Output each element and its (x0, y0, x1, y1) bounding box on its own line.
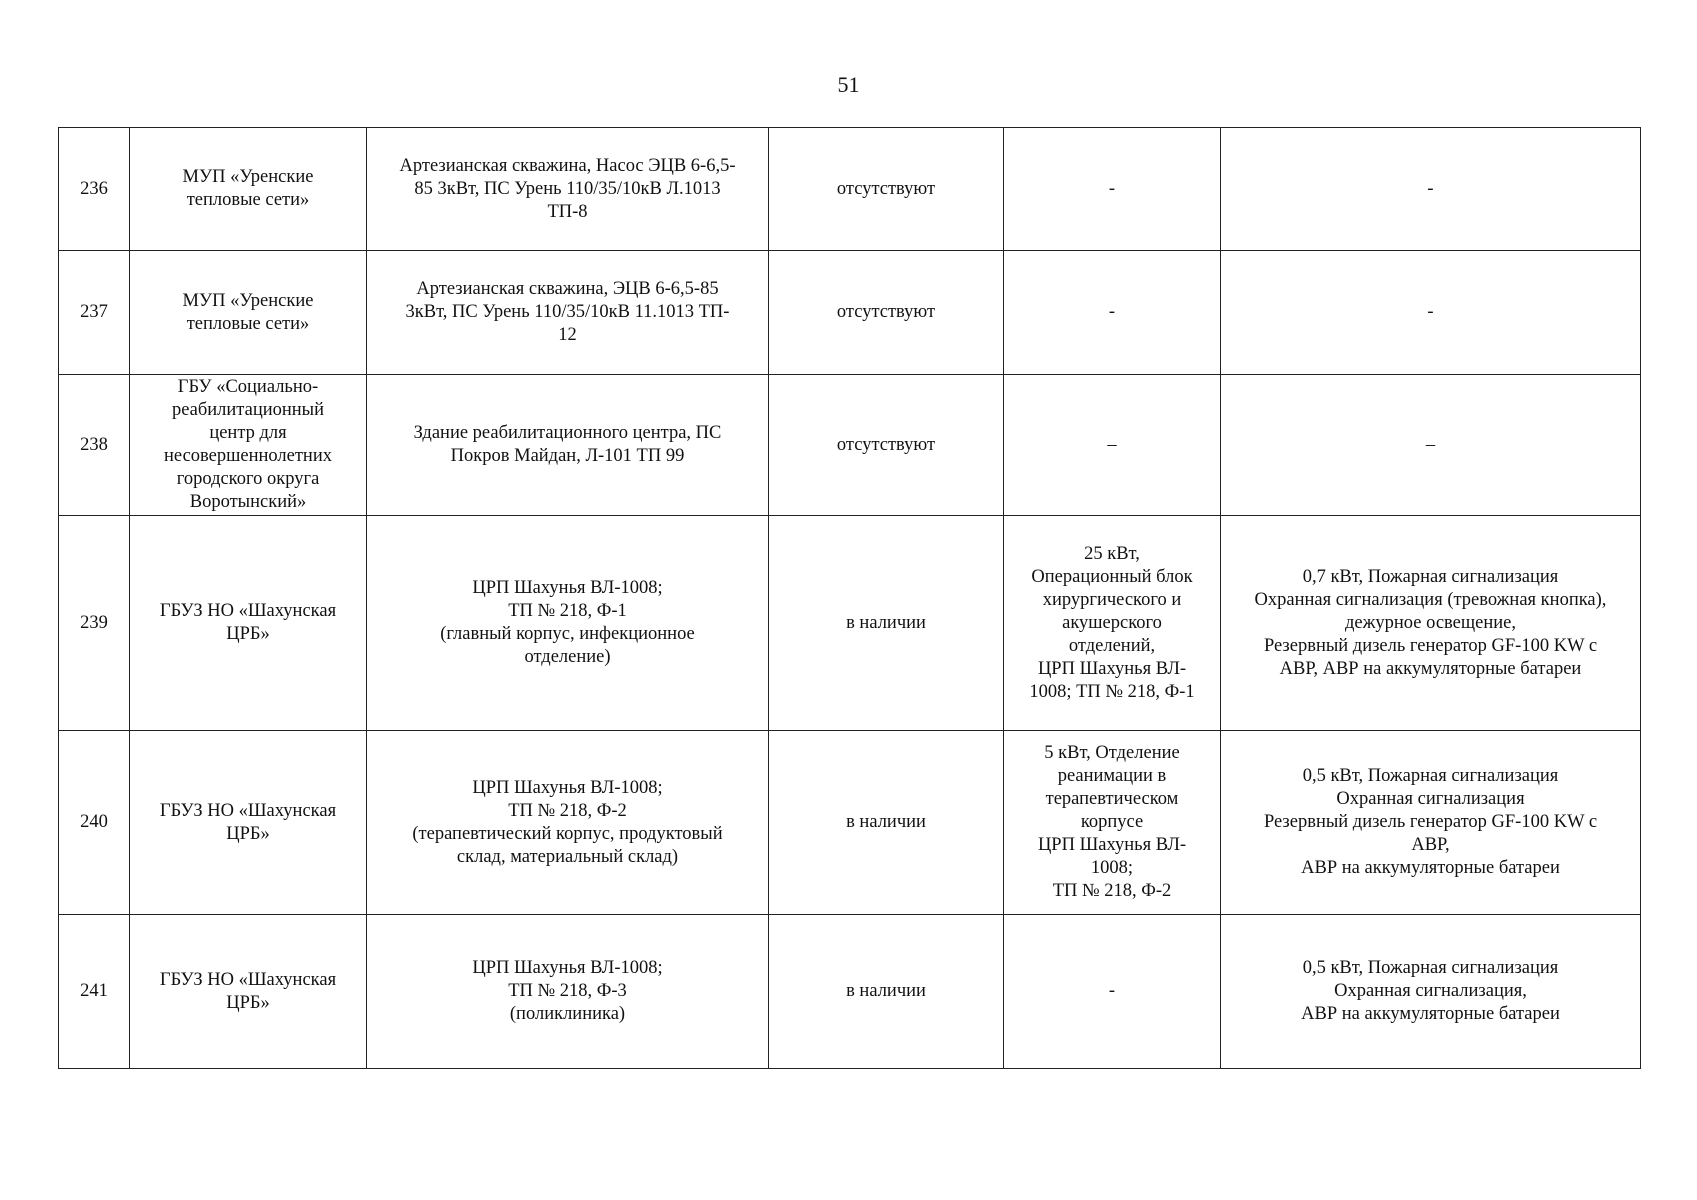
status-cell: в наличии (769, 915, 1004, 1069)
object-cell: ЦРП Шахунья ВЛ-1008; ТП № 218, Ф-3 (поликлиника) (367, 915, 769, 1069)
organization-cell: ГБУЗ НО «Шахунская ЦРБ» (130, 516, 367, 731)
status-cell: отсутствуют (769, 251, 1004, 375)
row-number: 240 (59, 731, 130, 915)
reserve-power-cell: - (1004, 128, 1221, 251)
table-row (59, 128, 1641, 251)
row-number: 236 (59, 128, 130, 251)
notes-cell: - (1221, 251, 1641, 375)
object-cell: Здание реабилитационного центра, ПС Покров Майдан, Л-101 ТП 99 (367, 375, 769, 516)
table-row (59, 915, 1641, 1069)
status-cell: отсутствуют (769, 375, 1004, 516)
notes-cell: - (1221, 128, 1641, 251)
reserve-power-cell: 25 кВт, Операционный блок хирургического и акушерского отделений, ЦРП Шахунья ВЛ- 1008; ТП № 218, Ф-1 (1004, 516, 1221, 731)
row-number: 237 (59, 251, 130, 375)
table-row (59, 516, 1641, 731)
notes-cell: 0,5 кВт, Пожарная сигнализация Охранная сигнализация Резервный дизель генератор GF-100 KW с АВР, АВР на аккумуляторные батареи (1221, 731, 1641, 915)
status-cell: в наличии (769, 516, 1004, 731)
reserve-power-cell: 5 кВт, Отделение реанимации в терапевтическом корпусе ЦРП Шахунья ВЛ- 1008; ТП № 218, Ф-2 (1004, 731, 1221, 915)
facility-table (58, 127, 1641, 1069)
status-cell: отсутствуют (769, 128, 1004, 251)
row-number: 239 (59, 516, 130, 731)
table-row (59, 375, 1641, 516)
object-cell: ЦРП Шахунья ВЛ-1008; ТП № 218, Ф-1 (главный корпус, инфекционное отделение) (367, 516, 769, 731)
notes-cell: 0,5 кВт, Пожарная сигнализация Охранная сигнализация, АВР на аккумуляторные батареи (1221, 915, 1641, 1069)
organization-cell: МУП «Уренские тепловые сети» (130, 128, 367, 251)
row-number: 241 (59, 915, 130, 1069)
reserve-power-cell: - (1004, 915, 1221, 1069)
reserve-power-cell: - (1004, 251, 1221, 375)
organization-cell: ГБУЗ НО «Шахунская ЦРБ» (130, 915, 367, 1069)
organization-cell: МУП «Уренские тепловые сети» (130, 251, 367, 375)
table-row (59, 731, 1641, 915)
notes-cell: – (1221, 375, 1641, 516)
reserve-power-cell: – (1004, 375, 1221, 516)
object-cell: Артезианская скважина, ЭЦВ 6-6,5-85 3кВт, ПС Урень 110/35/10кВ 11.1013 ТП- 12 (367, 251, 769, 375)
notes-cell: 0,7 кВт, Пожарная сигнализация Охранная сигнализация (тревожная кнопка), дежурное освещение, Резервный дизель генератор GF-100 KW с АВР, АВР на аккумуляторные батареи (1221, 516, 1641, 731)
table-row (59, 251, 1641, 375)
organization-cell: ГБУ «Социально- реабилитационный центр для несовершеннолетних городского округа Воротынский» (130, 375, 367, 516)
row-number: 238 (59, 375, 130, 516)
page-number: 51 (837, 72, 860, 97)
object-cell: ЦРП Шахунья ВЛ-1008; ТП № 218, Ф-2 (терапевтический корпус, продуктовый склад, материальный склад) (367, 731, 769, 915)
status-cell: в наличии (769, 731, 1004, 915)
organization-cell: ГБУЗ НО «Шахунская ЦРБ» (130, 731, 367, 915)
object-cell: Артезианская скважина, Насос ЭЦВ 6-6,5- 85 3кВт, ПС Урень 110/35/10кВ Л.1013 ТП-8 (367, 128, 769, 251)
